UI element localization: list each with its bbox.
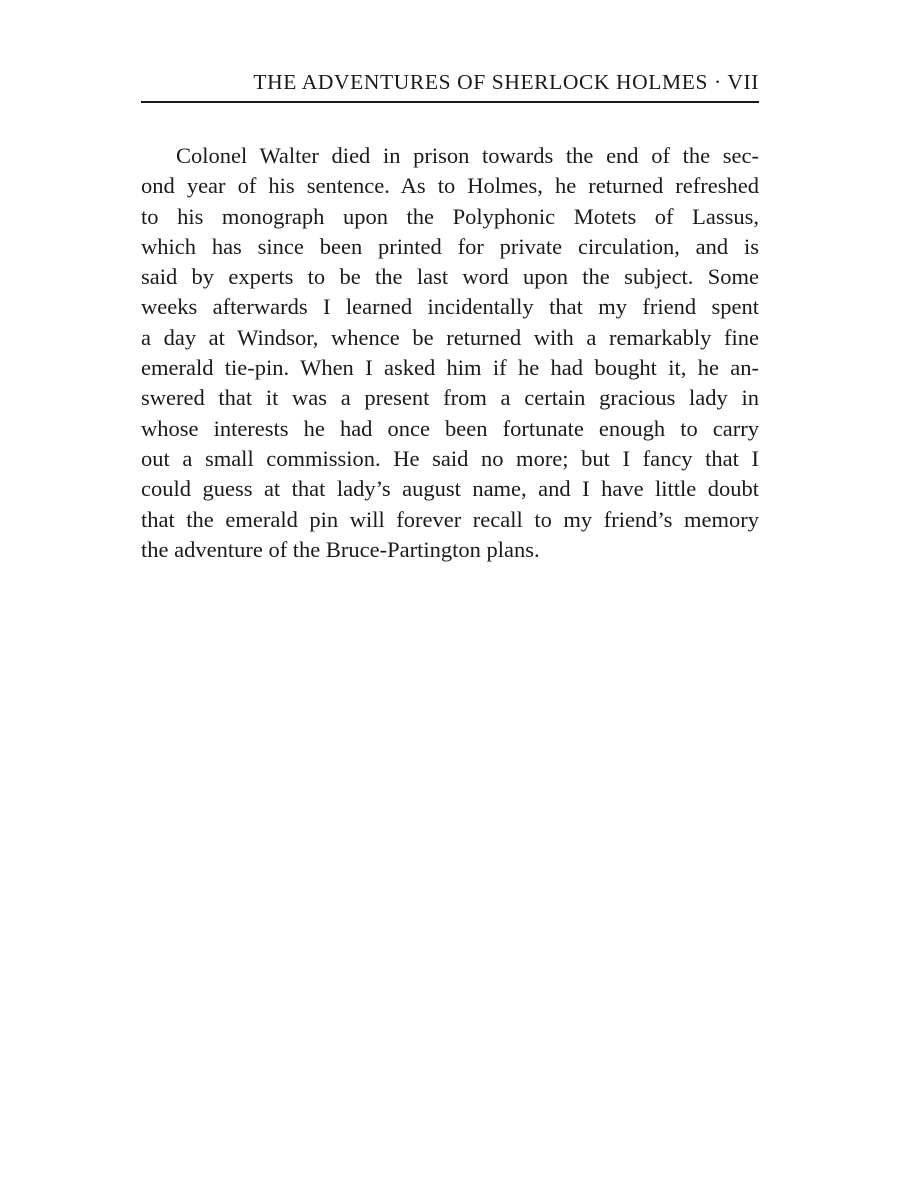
text-line: the adventure of the Bruce-Partington plans.: [141, 536, 540, 562]
text-line: which has since been printed for private circulation, and is: [141, 233, 759, 259]
text-line: Colonel Walter died in prison towards the end of the sec-: [176, 143, 759, 168]
text-line: out a small commission. He said no more; but I fancy that I: [141, 445, 759, 471]
text-line: ond year of his sentence. As to Holmes, he returned refreshed: [141, 173, 759, 199]
running-head-title: THE ADVENTURES OF SHERLOCK HOLMES · VII: [253, 70, 759, 94]
text-line: said by experts to be the last word upon the subject. Some: [141, 264, 759, 290]
text-line: whose interests he had once been fortunate enough to carry: [141, 415, 759, 441]
text-line: swered that it was a present from a certain gracious lady in: [141, 385, 759, 411]
body-paragraph: [141, 141, 759, 565]
text-line: that the emerald pin will forever recall to my friend’s memory: [141, 506, 759, 532]
text-line: to his monograph upon the Polyphonic Motets of Lassus,: [141, 203, 759, 229]
text-line: a day at Windsor, whence be returned with a remarkably fine: [141, 324, 759, 350]
text-line: could guess at that lady’s august name, and I have little doubt: [141, 476, 759, 502]
running-head: [141, 66, 759, 103]
text-line: emerald tie-pin. When I asked him if he had bought it, he an-: [141, 355, 759, 381]
text-line: weeks afterwards I learned incidentally that my friend spent: [141, 294, 759, 320]
